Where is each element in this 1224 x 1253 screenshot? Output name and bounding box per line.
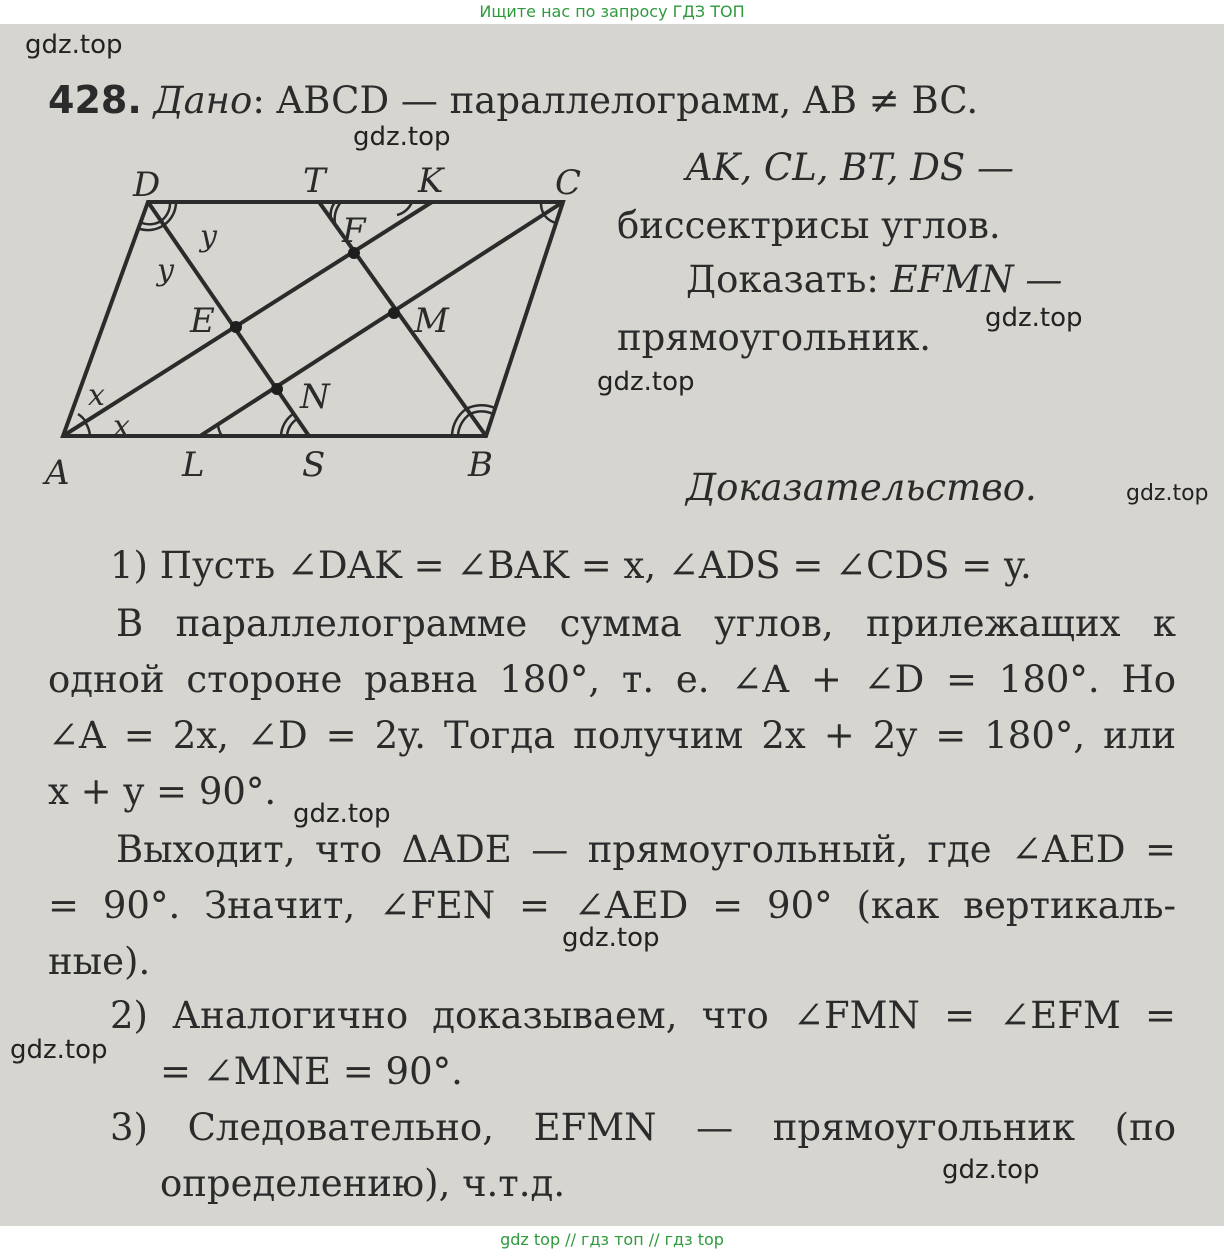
angle-arc	[458, 414, 470, 436]
label-x: x	[88, 378, 105, 413]
label-f: F	[342, 211, 366, 251]
angle-arc	[142, 221, 161, 224]
label-t: T	[303, 161, 326, 201]
proof-line-11: 3) Следовательно, EFMN — прямоугольник (по	[110, 1106, 1176, 1149]
angle-arc	[161, 202, 170, 221]
angle-arc	[466, 405, 495, 409]
prove-line	[686, 258, 1062, 301]
bisectors-desc: биссектрисы углов.	[617, 204, 1001, 247]
label-s: S	[302, 445, 326, 485]
watermark: gdz.top	[1126, 481, 1209, 506]
label-y: y	[157, 253, 174, 288]
prove-target: EFMN —	[890, 258, 1063, 301]
proof-title: Доказательство.	[686, 466, 1037, 509]
label-n: N	[300, 377, 330, 417]
given-label: Дано	[153, 79, 253, 122]
watermark: gdz.top	[353, 122, 451, 152]
proof-line-8: ные).	[48, 940, 151, 983]
angle-arc	[78, 414, 86, 422]
promo-banner[interactable]: Ищите нас по запросу ГДЗ ТОП	[0, 0, 1224, 24]
proof-line-3: одной стороне равна 180°, т. е. ∠A + ∠D = 180°. Но	[48, 658, 1176, 701]
label-k: K	[418, 161, 444, 201]
parallelogram-figure	[0, 24, 620, 504]
angle-arc	[140, 225, 164, 230]
proof-line-6: Выходит, что ΔADE — прямоугольный, где ∠AED =	[116, 828, 1176, 871]
proof-line-7: = 90°. Значит, ∠FEN = ∠AED = 90° (как вертикаль-	[48, 884, 1176, 927]
proof-line-1: 1) Пусть ∠DAK = ∠BAK = x, ∠ADS = ∠CDS = y.	[110, 544, 1032, 587]
proof-line-4: ∠A = 2x, ∠D = 2y. Тогда получим 2x + 2y = 180°, или	[48, 714, 1176, 757]
bisector-ak	[63, 202, 432, 436]
watermark: gdz.top	[985, 303, 1083, 333]
angle-arc	[545, 216, 556, 223]
label-m: M	[414, 301, 449, 341]
angle-arc	[470, 412, 493, 414]
label-b: B	[468, 445, 493, 485]
proof-line-10: = ∠MNE = 90°.	[160, 1050, 463, 1093]
watermark: gdz.top	[25, 30, 123, 60]
proof-line-9: 2) Аналогично доказываем, что ∠FMN = ∠EFM =	[110, 994, 1176, 1037]
angle-arc	[85, 422, 90, 436]
label-c: C	[555, 163, 582, 203]
watermark: gdz.top	[293, 799, 391, 829]
label-a: A	[45, 453, 70, 493]
point-e	[230, 321, 242, 333]
point-m	[388, 307, 400, 319]
bisector-cl	[200, 202, 563, 436]
watermark: gdz.top	[597, 367, 695, 397]
watermark: gdz.top	[10, 1035, 108, 1065]
problem-number: 428.	[48, 78, 142, 122]
point-n	[271, 383, 283, 395]
label-l: L	[182, 445, 205, 485]
label-d: D	[133, 165, 161, 205]
textbook-page	[0, 24, 1224, 1226]
label-y: y	[200, 219, 217, 254]
given-text: : ABCD — параллелограмм, AB ≠ BC.	[252, 79, 979, 122]
footer-links[interactable]: gdz top // гдз топ // гдз top	[0, 1226, 1224, 1253]
watermark: gdz.top	[942, 1155, 1040, 1185]
watermark: gdz.top	[562, 923, 660, 953]
angle-arc	[335, 202, 341, 224]
proof-line-5: x + y = 90°.	[48, 770, 277, 813]
label-e: E	[190, 301, 215, 341]
prove-label: Доказать:	[686, 258, 891, 301]
angle-arc	[287, 419, 297, 436]
bisector-ds	[148, 202, 309, 436]
proof-line-12: определению), ч.т.д.	[160, 1162, 566, 1205]
prove-desc: прямоугольник.	[617, 316, 932, 359]
bisectors-line: AK, CL, BT, DS —	[686, 146, 1015, 189]
label-x: x	[113, 409, 130, 444]
proof-line-2: В параллелограмме сумма углов, прилежащих к	[116, 602, 1176, 645]
